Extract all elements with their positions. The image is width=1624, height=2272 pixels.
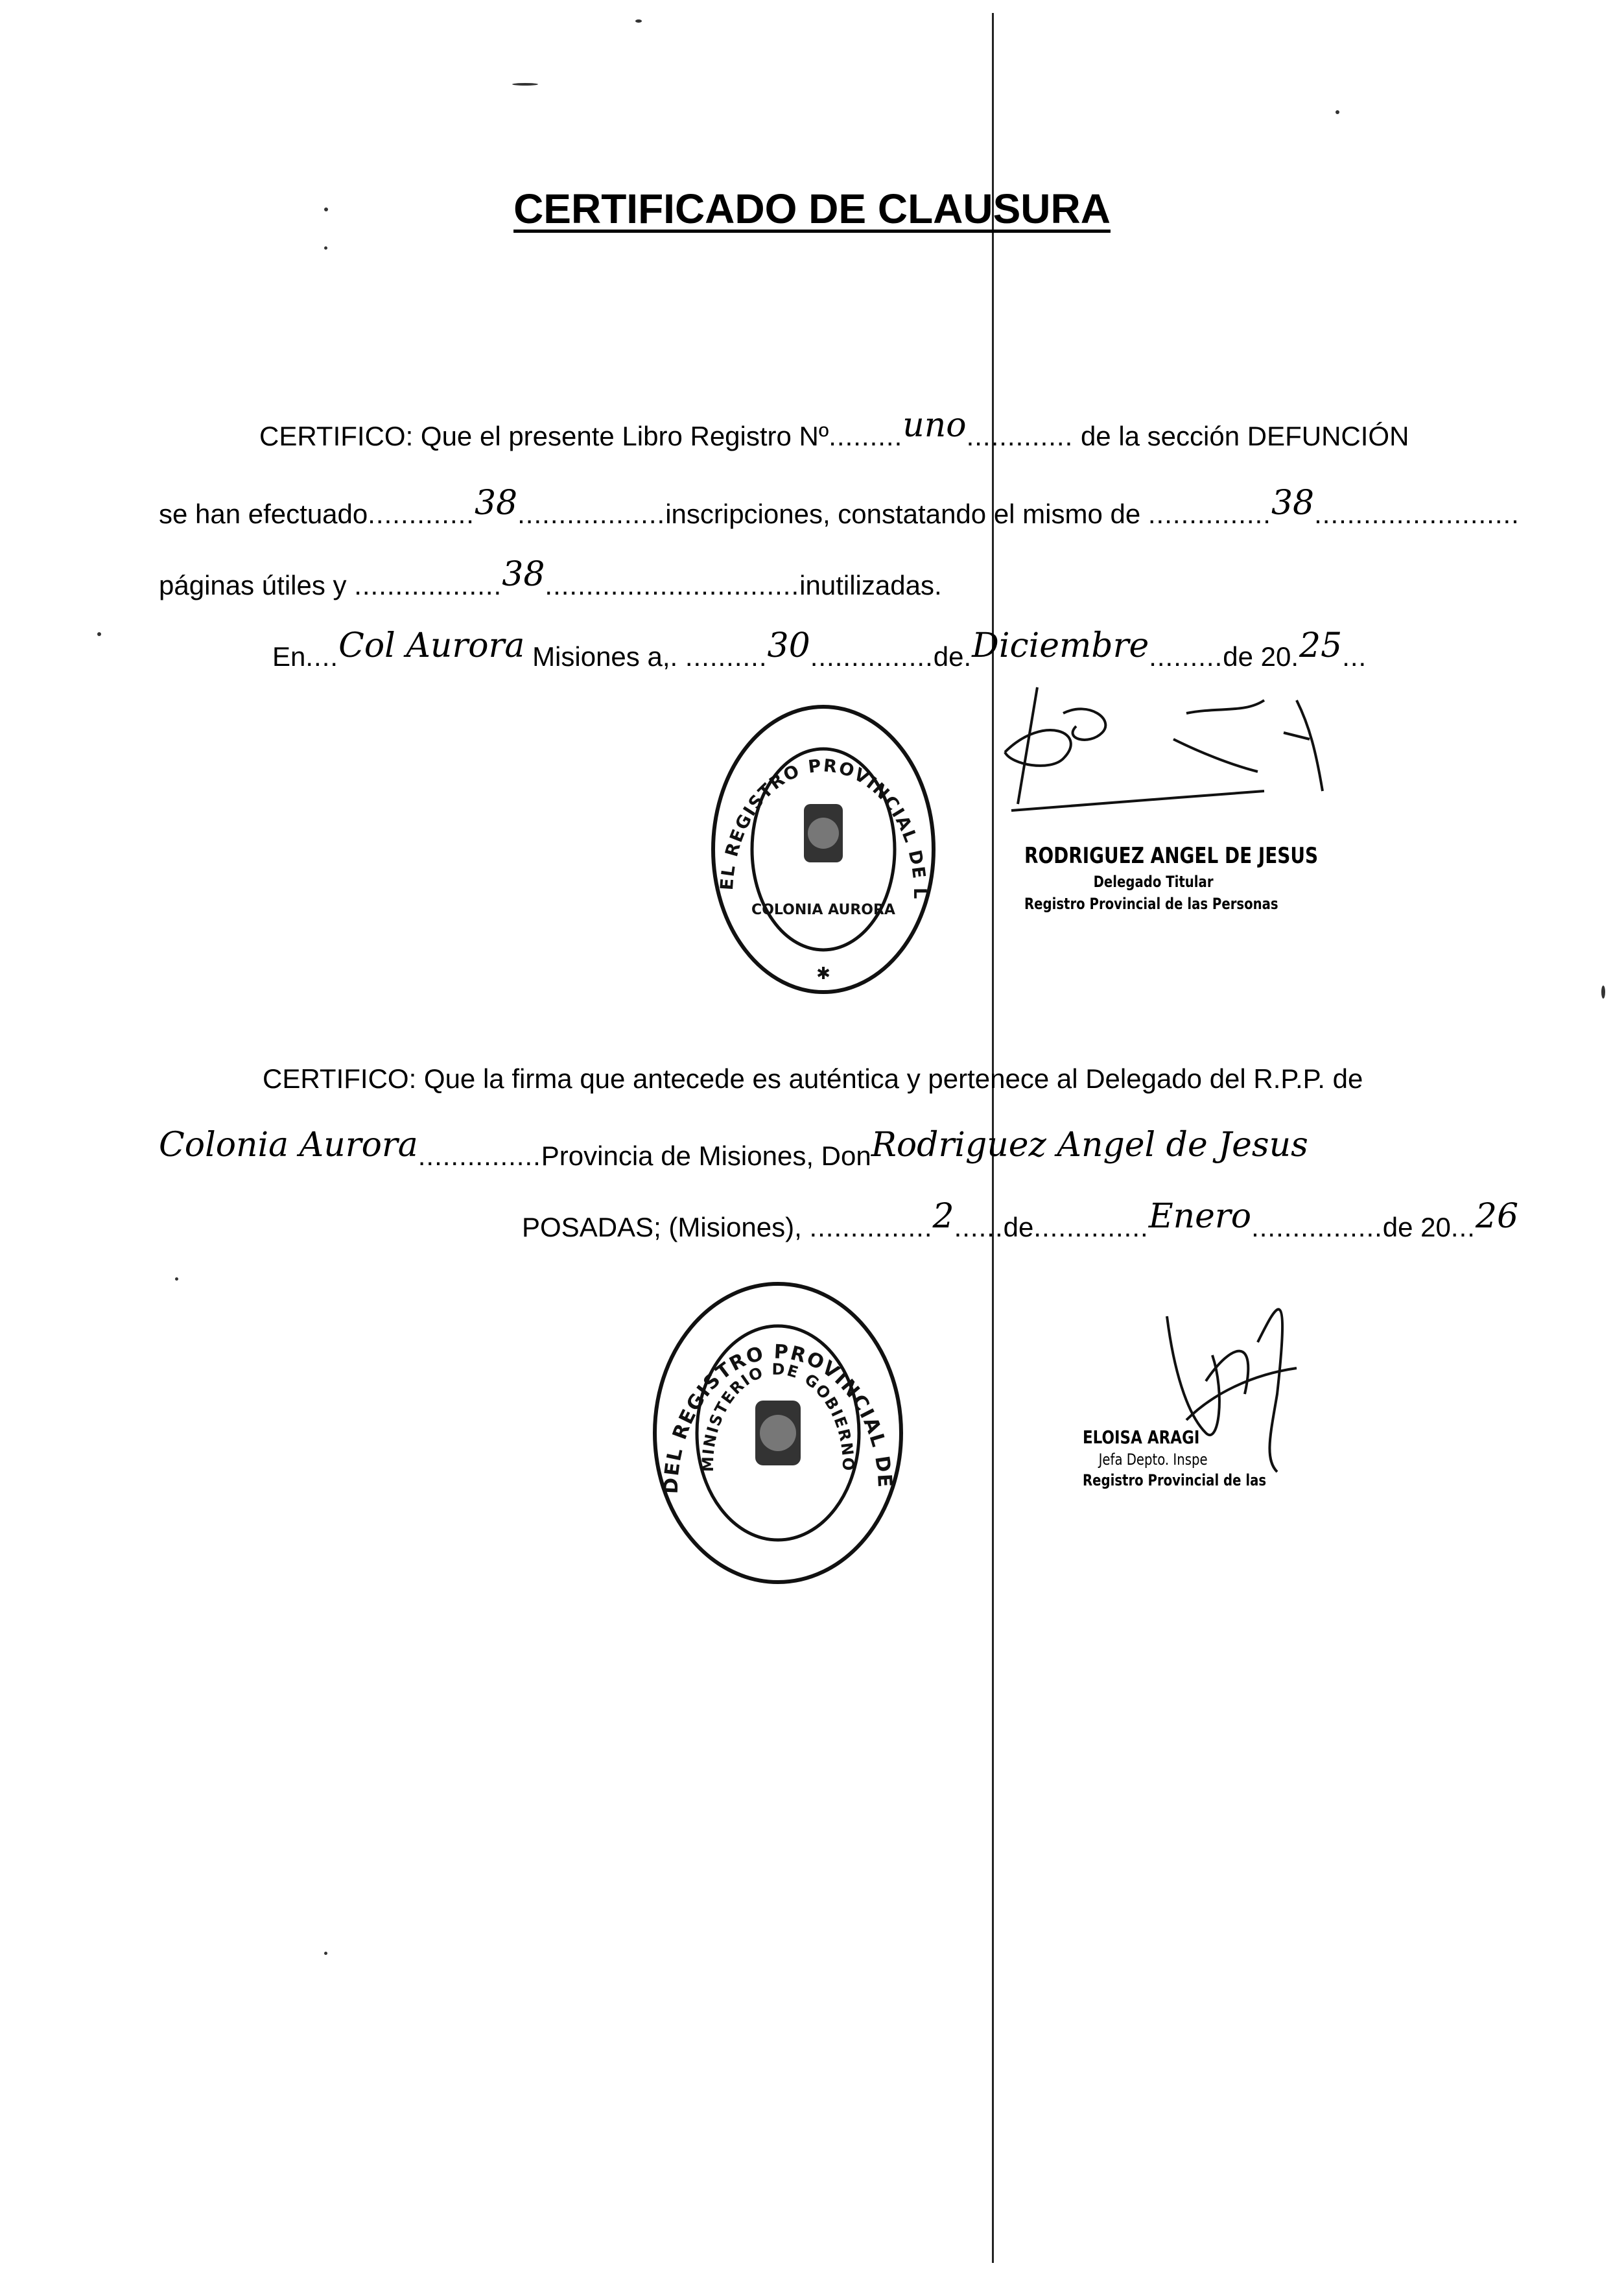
- para1-text: se han efectuado: [159, 499, 368, 529]
- para2-line2: Colonia Aurora...............Provincia de Misiones, DonRodriguez Angel de Jesus: [159, 1126, 1308, 1171]
- scan-speck: [324, 1952, 327, 1955]
- handwritten-pages: 38: [1271, 484, 1315, 523]
- scan-speck: [175, 1277, 178, 1281]
- signatory1-role: Delegado Titular: [1093, 873, 1214, 891]
- handwritten-month-2: Enero: [1148, 1197, 1252, 1236]
- para1-text: inutilizadas.: [799, 570, 942, 600]
- handwritten-year-2: 26: [1475, 1197, 1519, 1236]
- handwritten-day: 30: [767, 626, 810, 665]
- svg-text:✱: ✱: [816, 964, 830, 983]
- signatory2-block: [1083, 1426, 1306, 1489]
- signatory1-block: [1024, 843, 1383, 913]
- signature-rodriguez: [985, 674, 1348, 817]
- scan-speck: [1601, 986, 1605, 999]
- para2-line3: POSADAS; (Misiones), ...............2......de..............Enero................de 20...26: [522, 1197, 1519, 1242]
- signatory1-org: Registro Provincial de las Personas: [1024, 895, 1278, 913]
- para1-text: CERTIFICO: Que el presente Libro Registro Nº: [259, 421, 829, 451]
- para1-text: En: [272, 641, 306, 672]
- para1-text: páginas útiles y: [159, 570, 347, 600]
- para2-text: de 20: [1382, 1212, 1451, 1242]
- handwritten-inscriptions: 38: [474, 484, 518, 523]
- signatory2-org: Registro Provincial de las: [1083, 1471, 1267, 1489]
- scan-speck: [97, 632, 101, 636]
- scan-speck: [512, 83, 538, 86]
- para1-line4: En....Col Aurora Misiones a,. ..........30...............de.Diciembre.........de 20.25...: [272, 626, 1367, 672]
- handwritten-place-2: Colonia Aurora: [159, 1126, 418, 1165]
- handwritten-day-2: 2: [932, 1197, 954, 1236]
- para1-line1: CERTIFICO: Que el presente Libro Registro Nº.........uno............. de la sección DEFUNCIÓN: [259, 406, 1409, 451]
- para2-text: CERTIFICO: Que la firma que antecede es auténtica y pertenece al Delegado del R.P.P. de: [263, 1063, 1363, 1094]
- para2-text: de: [1003, 1212, 1034, 1242]
- handwritten-book-number: uno: [902, 406, 967, 445]
- para2-text: Provincia de Misiones, Don: [541, 1141, 871, 1171]
- para1-text: de 20: [1223, 641, 1291, 672]
- para1-text: inscripciones, constatando el mismo de: [665, 499, 1141, 529]
- para2-text: POSADAS; (Misiones),: [522, 1212, 802, 1242]
- para1-text: Misiones a,.: [532, 641, 678, 672]
- handwritten-name: Rodriguez Angel de Jesus: [871, 1126, 1308, 1165]
- stamp1-inner-text: COLONIA AURORA: [751, 902, 895, 918]
- handwritten-place: Col Aurora: [338, 626, 525, 665]
- handwritten-year: 25: [1299, 626, 1343, 665]
- para1-line2: se han efectuado.............38..................inscripciones, constatando el mismo de ...............38.........................: [159, 484, 1520, 529]
- scan-speck: [324, 246, 327, 250]
- signatory2-role: Jefa Depto. Inspe: [1098, 1450, 1208, 1469]
- para1-line3: páginas útiles y ..................38...............................inutilizadas.: [159, 555, 942, 600]
- signatory2-name: ELOISA ARAGI: [1083, 1426, 1200, 1448]
- para1-text: de: [933, 641, 964, 672]
- stamp2-inner-text: MINISTERIO DE GOBIERNO: [698, 1360, 858, 1473]
- document-title: CERTIFICADO DE CLAUSURA: [513, 185, 1111, 232]
- stamp-delegacion: [698, 685, 940, 999]
- handwritten-month: Diciembre: [972, 626, 1149, 665]
- stamp-direccion: [639, 1260, 908, 1589]
- stamp2-outer-text: DIRECC. GRAL. DEL REGISTRO PROVINCIAL DE LAS PERSONAS: [639, 1260, 897, 1495]
- signatory1-name: RODRIGUEZ ANGEL DE JESUS: [1024, 843, 1319, 869]
- scan-speck: [635, 19, 642, 23]
- scan-speck: [324, 207, 328, 211]
- para2-line1: [263, 1063, 1363, 1095]
- handwritten-unused: 38: [502, 555, 545, 594]
- para1-text: de la sección DEFUNCIÓN: [1080, 421, 1409, 451]
- stamp1-outer-text: DELEGACION DEL REGISTRO PROVINCIAL DE LAS PERSONAS: [698, 685, 930, 901]
- scan-speck: [1336, 110, 1339, 114]
